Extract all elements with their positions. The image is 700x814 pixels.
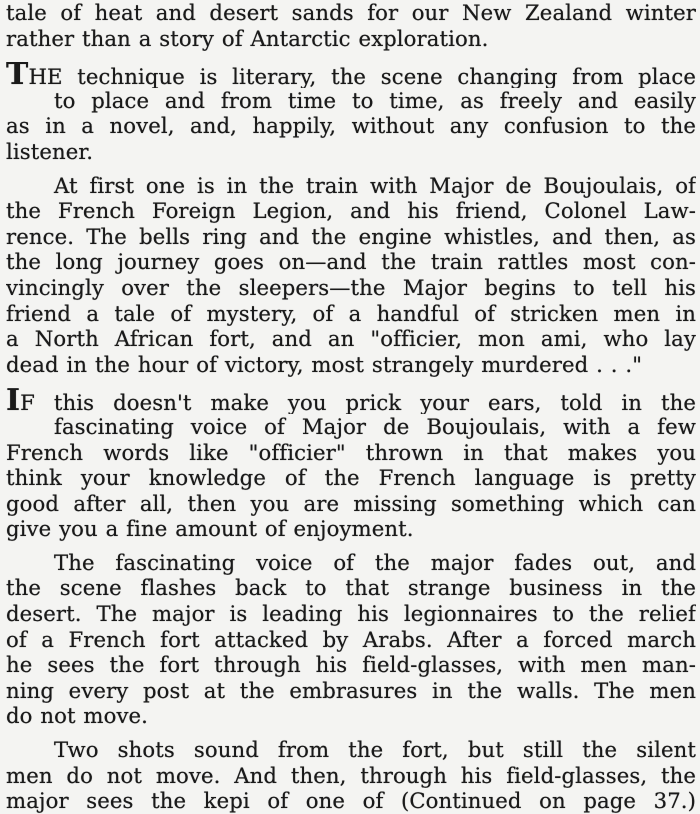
text-line: fascinating voice of Major de Boujoulais, with a few <box>54 413 696 439</box>
drop-cap-initial: I <box>6 388 21 414</box>
text-line: Two shots sound from the fort, but still the silent <box>54 737 696 763</box>
article-column <box>6 0 696 814</box>
text-line: ning every post at the embrasures in the walls. The men <box>6 677 696 703</box>
text-line: dead in the hour of victory, most strangely murdered . . ." <box>6 351 643 377</box>
paragraph-2 <box>6 62 696 164</box>
text-line: a North African fort, and an "officier, mon ami, who lay <box>6 326 696 352</box>
text-line: rather than a story of Antarctic exploration. <box>6 25 489 51</box>
text-line: the long journey goes on—and the train rattles most con- <box>6 249 696 275</box>
text-line: listener. <box>6 138 94 164</box>
text-line-with-initial <box>6 62 696 88</box>
text-line: tale of heat and desert sands for our New Zealand winter <box>6 0 696 25</box>
text-line: think your knowledge of the French language is pretty <box>6 465 696 491</box>
paragraph-5 <box>6 550 696 729</box>
text-line: good after all, then you are missing something which can <box>6 490 696 516</box>
text-line: major sees the kepi of one of (Continued on page 37.) <box>6 788 696 814</box>
text-line: At first one is in the train with Major de Boujoulais, of <box>54 172 696 198</box>
paragraph-3 <box>6 173 696 378</box>
text-line: men do not move. And then, through his field-glasses, the <box>6 762 696 788</box>
text-line: desert. The major is leading his legionnaires to the relief <box>6 601 696 627</box>
text-line: of a French fort attacked by Arabs. After a forced march <box>6 626 696 652</box>
paragraph-6 <box>6 737 696 814</box>
text-line: to place and from time to time, as freely and easily <box>54 87 696 113</box>
text-line: the French Foreign Legion, and his friend, Colonel Law- <box>6 198 696 224</box>
text-line: friend a tale of mystery, of a handful of stricken men in <box>6 300 696 326</box>
drop-cap-initial: T <box>6 62 29 88</box>
text-line: he sees the fort through his field-glasses, with men man- <box>6 652 696 678</box>
text-line: the scene flashes back to that strange business in the <box>6 575 696 601</box>
text-line: do not move. <box>6 703 148 729</box>
text-line: rence. The bells ring and the engine whistles, and then, as <box>6 223 696 249</box>
text-line-rest: HE technique is literary, the scene changing from place <box>28 64 696 88</box>
text-line-rest: F this doesn't make you prick your ears, told in the <box>20 390 696 414</box>
paragraph-1 <box>6 0 696 51</box>
text-line: vincingly over the sleepers—the Major begins to tell his <box>6 274 696 300</box>
text-line: give you a fine amount of enjoyment. <box>6 516 414 542</box>
text-line: The fascinating voice of the major fades out, and <box>54 549 696 575</box>
text-line: as in a novel, and, happily, without any confusion to the <box>6 113 696 139</box>
paragraph-4 <box>6 388 696 542</box>
text-line: French words like "officier" thrown in that makes you <box>6 439 696 465</box>
text-line-with-initial <box>6 388 696 414</box>
